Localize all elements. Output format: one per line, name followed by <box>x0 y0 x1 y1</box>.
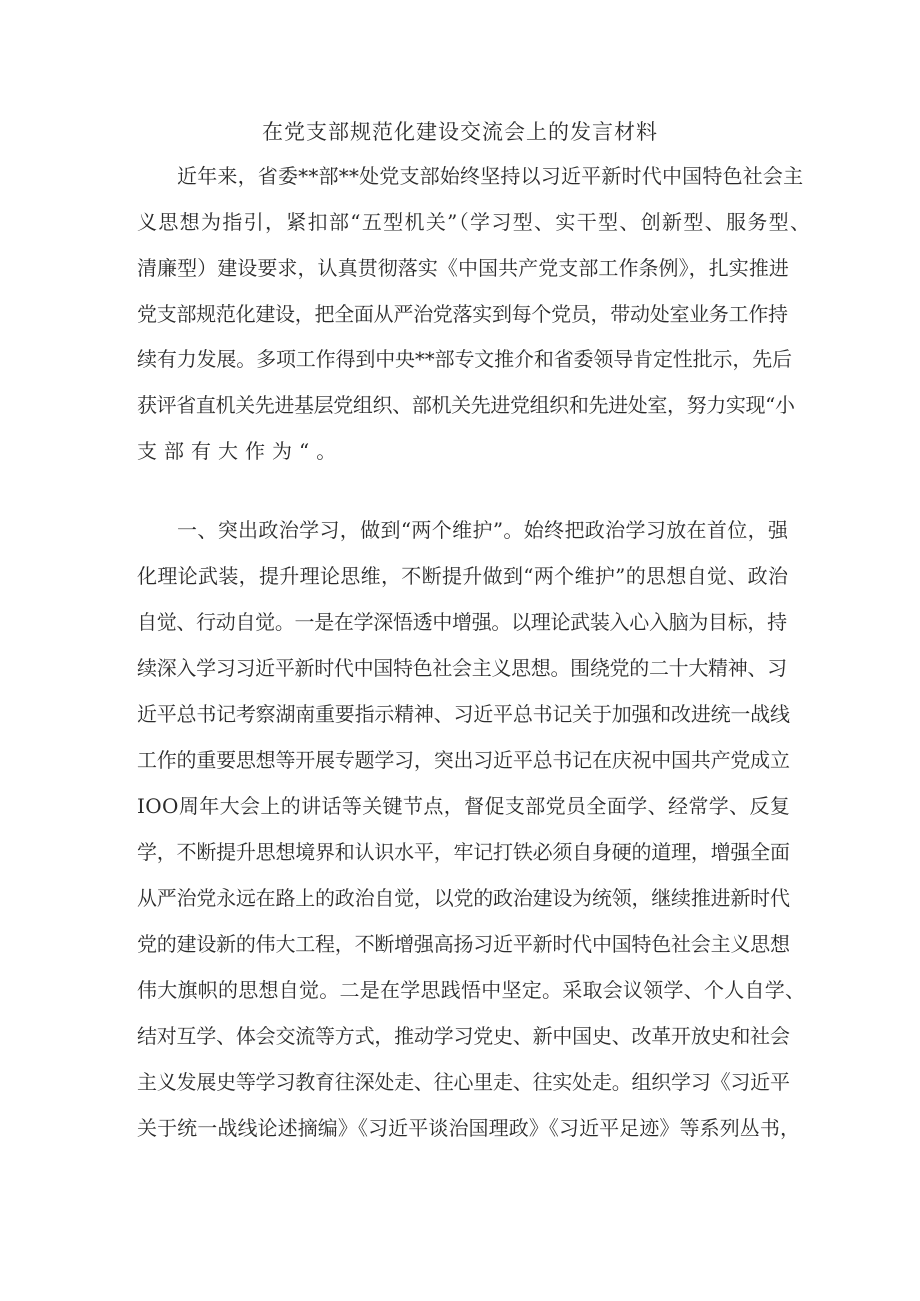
paragraph-2-line-4: 续深入学习习近平新时代中国特色社会主义思想。围绕党的二十大精神、习 <box>137 656 787 680</box>
paragraph-2-line-7: IOO周年大会上的讲话等关键节点，督促支部党员全面学、经常学、反复 <box>137 794 791 818</box>
paragraph-2-line-1: 一、突出政治学习，做到“两个维护”。始终把政治学习放在首位，强 <box>177 518 789 542</box>
paragraph-2-line-14: 关于统一战线论述摘编》《习近平谈治国理政》《习近平足迹》等系列丛书， <box>137 1116 801 1140</box>
paragraph-2-line-13: 主义发展史等学习教育往深处走、往心里走、往实处走。组织学习《习近平 <box>137 1070 790 1094</box>
paragraph-1-line-2: 义思想为指引，紧扣部“五型机关”（学习型、实干型、创新型、服务型、 <box>137 210 812 234</box>
paragraph-2-line-3: 自觉、行动自觉。一是在学深悟透中增强。以理论武装入心入脑为目标，持 <box>137 610 787 634</box>
document-title: 在党支部规范化建设交流会上的发言材料 <box>262 120 658 144</box>
paragraph-2-line-10: 党的建设新的伟大工程，不断增强高扬习近平新时代中国特色社会主义思想 <box>137 932 790 956</box>
paragraph-1-line-6: 获评省直机关先进基层党组织、部机关先进党组织和先进处室，努力实现“小 <box>137 393 795 417</box>
paragraph-1-line-4: 党支部规范化建设，把全面从严治党落实到每个党员，带动处室业务工作持 <box>137 302 788 326</box>
paragraph-2-line-12: 结对互学、体会交流等方式，推动学习党史、新中国史、改革开放史和社会 <box>137 1024 790 1048</box>
paragraph-1-line-5: 续有力发展。多项工作得到中央**部专文推介和省委领导肯定性批示，先后 <box>137 347 792 371</box>
paragraph-1-line-7: 支部有大作为“。 <box>137 439 344 463</box>
paragraph-2-line-8: 学，不断提升思想境界和认识水平，牢记打铁必须自身硬的道理，增强全面 <box>137 840 790 864</box>
paragraph-1-line-1: 近年来，省委**部**处党支部始终坚持以习近平新时代中国特色社会主 <box>177 164 804 188</box>
paragraph-2-line-6: 工作的重要思想等开展专题学习，突出习近平总书记在庆祝中国共产党成立 <box>137 748 790 772</box>
paragraph-2-line-2: 化理论武装，提升理论思维，不断提升做到“两个维护”的思想自觉、政治 <box>137 564 789 588</box>
paragraph-1-line-3: 清廉型）建设要求，认真贯彻落实《中国共产党支部工作条例》，扎实推进 <box>137 256 789 280</box>
paragraph-2-line-9: 从严治党永远在路上的政治自觉，以党的政治建设为统领，继续推进新时代 <box>137 886 790 910</box>
paragraph-2-line-11: 伟大旗帜的思想自觉。二是在学思践悟中坚定。采取会议领学、个人自学、 <box>137 978 806 1002</box>
paragraph-2-line-5: 近平总书记考察湖南重要指示精神、习近平总书记关于加强和改进统一战线 <box>137 702 790 726</box>
